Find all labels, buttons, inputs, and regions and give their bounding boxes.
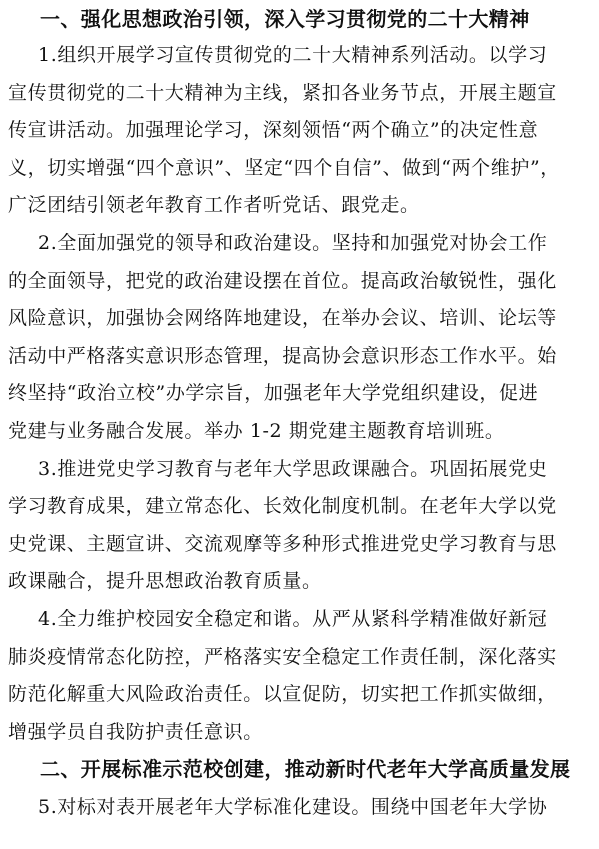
paragraph-2 bbox=[8, 225, 592, 451]
paragraph-line: 风险意识，加强协会网络阵地建设，在举办会议、培训、论坛等 bbox=[8, 307, 557, 330]
section-heading-2: 二、开展标准示范校创建，推动新时代老年大学高质量发展 bbox=[40, 757, 571, 782]
paragraph-line: 增强学员自我防护责任意识。 bbox=[8, 720, 263, 743]
paragraph-line: 5.对标对表开展老年大学标准化建设。围绕中国老年大学协 bbox=[38, 796, 548, 819]
paragraph-line: 1.组织开展学习宣传贯彻党的二十大精神系列活动。以学习 bbox=[38, 44, 548, 66]
paragraph-line: 广泛团结引领老年教育工作者听党话、跟党走。 bbox=[8, 194, 420, 217]
paragraph-line: 4.全力维护校园安全稳定和谐。从严从紧科学精准做好新冠 bbox=[38, 607, 548, 630]
paragraph-line: 义，切实增强“四个意识”、坚定“四个自信”、做到“两个维护”， bbox=[8, 156, 560, 179]
paragraph-line: 2.全面加强党的领导和政治建设。坚持和加强党对协会工作 bbox=[38, 231, 548, 254]
paragraph-line: 3.推进党史学习教育与老年大学思政课融合。巩固拓展党史 bbox=[38, 457, 548, 480]
paragraph-line: 传宣讲活动。加强理论学习，深刻领悟“两个确立”的决定性意 bbox=[8, 119, 539, 142]
paragraph-line: 肺炎疫情常态化防控，严格落实安全稳定工作责任制，深化落实 bbox=[8, 645, 557, 668]
paragraph-4 bbox=[8, 601, 592, 751]
paragraph-line: 的全面领导，把党的政治建设摆在首位。提高政治敏锐性，强化 bbox=[8, 269, 557, 292]
paragraph-line: 党建与业务融合发展。举办 1-2 期党建主题教育培训班。 bbox=[8, 419, 505, 442]
paragraph-line: 史党课、主题宣讲、交流观摩等多种形式推进党史学习教育与思 bbox=[8, 532, 557, 555]
paragraph-5 bbox=[8, 789, 592, 827]
paragraph-line: 宣传贯彻党的二十大精神为主线，紧扣各业务节点，开展主题宣 bbox=[8, 81, 557, 104]
paragraph-line: 防范化解重大风险政治责任。以宣促防，切实把工作抓实做细， bbox=[8, 683, 557, 706]
paragraph-line: 终坚持“政治立校”办学宗旨，加强老年大学党组织建设，促进 bbox=[8, 382, 539, 405]
paragraph-3 bbox=[8, 451, 592, 601]
section-heading-1: 一、强化思想政治引领，深入学习贯彻党的二十大精神 bbox=[40, 7, 530, 31]
paragraph-line: 学习教育成果，建立常态化、长效化制度机制。在老年大学以党 bbox=[8, 495, 557, 518]
paragraph-line: 政课融合，提升思想政治教育质量。 bbox=[8, 570, 322, 593]
paragraph-1 bbox=[8, 37, 592, 225]
paragraph-line: 活动中严格落实意识形态管理，提高协会意识形态工作水平。始 bbox=[8, 344, 557, 367]
